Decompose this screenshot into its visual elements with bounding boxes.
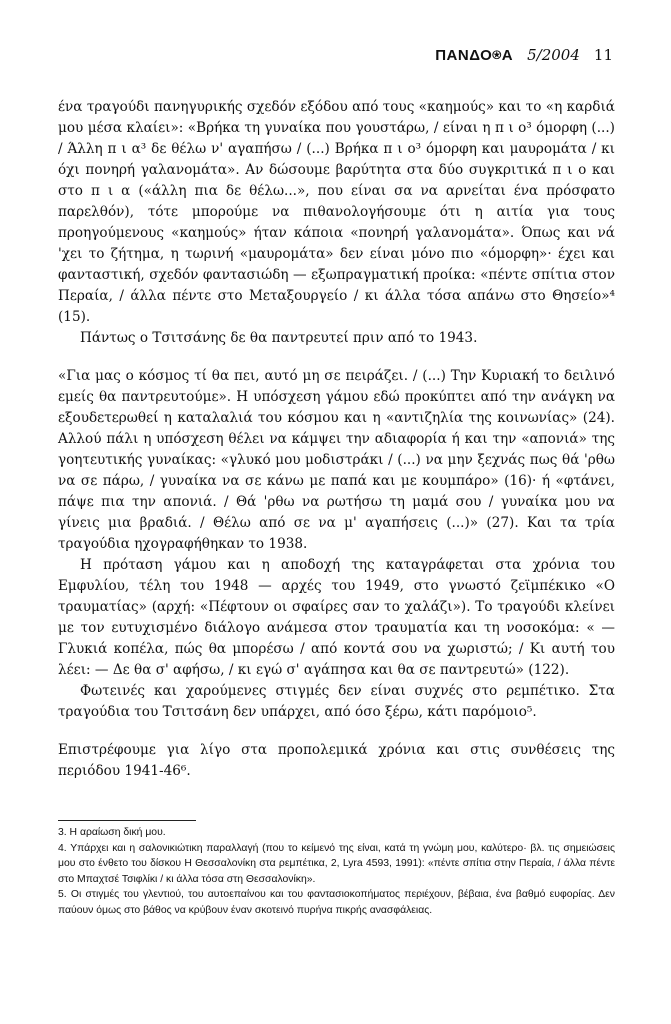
footnote-divider [58, 820, 196, 821]
journal-title: ΠΑΝΔΟ⍟Α [435, 47, 514, 64]
paragraph-1: ένα τραγούδι πανηγυρικής σχεδόν εξόδου από τους «καημούς» και το «η καρδιά μου μέσα κλαίει»: «Βρήκα τη γυναίκα που γουστάρω, / είναι η π ι ο³ όμορφη (...) / Άλλη π ι α³ δε θέλω ν' αγαπήσω / (...) Βρήκα π ι ο³ όμορφη και μαυρομάτα / κι όχι πονηρή γαλανομάτα». Αν δώσουμε βαρύτητα στα δύο συγκριτικά π ι ο και στο π ι α («άλλη πια δε θέλω...», που είναι σα να αρνείται ένα πρόσφατο παρελθόν), τότε μπορούμε να πιθανολογήσουμε ότι η αιτία για τους προηγούμενους «καημούς» ήταν κάποια «πονηρή γαλανομάτα». Όπως και νά 'χει το ζήτημα, η τωρινή «μαυρομάτα» δεν είναι μόνο πιο «όμορφη»· έχει και φανταστική, σχεδόν φαντασιώδη — εξωπραγματική προίκα: «πέντε σπίτια στον Περαία, / άλλα πέντε στο Μεταξουργείο / κι άλλα τόσα απάνω στο Θησείο»⁴ (15). [58, 99, 615, 325]
running-header [435, 46, 613, 64]
footnote-5: 5. Οι στιγμές του γλεντιού, του αυτοεπαίνου και του φαντασιοκοπήματος περιέχουν, βέβαια, ένα βαθμό ευφορίας. Δεν παύουν όμως στο βάθος να κρύβουν έναν σκοτεινό πυρήνα πικρής ανασφάλειας. [58, 889, 615, 916]
footnote-4: 4. Υπάρχει και η σαλονικιώτικη παραλλαγή (που το κείμενό της είναι, κατά τη γνώμη μου, καλύτερο· βλ. τις σημειώσεις μου στο ένθετο του δίσκου Η Θεσσαλονίκη στα ρεμπέτικα, 2, Lyra 4593, 1991): «πέντε σπίτια στην Περαία, / άλλα πέντε στο Μπαχτσέ Τσιφλίκι / κι άλλα τόσα στη Θεσσαλονίκη». [58, 842, 615, 885]
paragraph-2: Πάντως ο Τσιτσάνης δε θα παντρευτεί πριν από το 1943. [80, 330, 478, 346]
paragraph-6: Επιστρέφουμε για λίγο στα προπολεμικά χρόνια και στις συνθέσεις της περιόδου 1941-46⁶. [58, 742, 615, 779]
footnotes [58, 820, 615, 918]
issue-number: 5/2004 [527, 46, 580, 64]
page-number: 11 [593, 46, 613, 64]
journal-logo-icon: ⍟ [492, 47, 502, 64]
paragraph-3: «Για μας ο κόσμος τί θα πει, αυτό μη σε πειράζει. / (...) Την Κυριακή το δειλινό εμείς θα παντρευτούμε». Η υπόσχεση γάμου εδώ προκύπτει από την ανάγκη να εξουδετερωθεί η καταλαλιά του κόσμου και η «αντιζηλία της κοινωνίας» (24). Αλλού πάλι η υπόσχεση θέλει να κάμψει την αδιαφορία ή και την «απονιά» της γοητευτικής γυναίκας: «γλυκό μου μοδιστράκι / (...) να μην ξεχνάς πως θά 'ρθω να σε πάρω, / γυναίκα να σε κάνω με παπά και με κουμπάρο» (16)· ή «φτάνει, πάψε πια την απονιά. / Θά 'ρθω να ρωτήσω τη μαμά σου / γυναίκα μου να γίνεις μια βραδιά. / Θέλω από σε να μ' αγαπήσεις (...)» (27). Και τα τρία τραγούδια ηχογραφήθηκαν το 1938. [58, 368, 615, 552]
footnote-3: 3. Η αραίωση δική μου. [58, 827, 166, 838]
paragraph-4: Η πρόταση γάμου και η αποδοχή της καταγράφεται στα χρόνια του Εμφυλίου, τέλη του 1948 — αρχές του 1949, στο γνωστό ζεϊμπέκικο «Ο τραυματίας» (αρχή: «Πέφτουν οι σφαίρες σαν το χαλάζι»). Το τραγούδι κλείνει με τον ευτυχισμένο διάλογο ανάμεσα στον τραυματία και τη νοσοκόμα: « — Γλυκιά κοπέλα, πώς θα μπορέσω / από κοντά σου να χωριστώ; / Κι αυτή του λέει: — Δε θα σ' αφήσω, / κι εγώ σ' αγάπησα και θα σε παντρευτώ» (122). [58, 557, 615, 678]
paragraph-5: Φωτεινές και χαρούμενες στιγμές δεν είναι συχνές στο ρεμπέτικο. Στα τραγούδια του Τσιτσάνη δεν υπάρχει, από όσο ξέρω, κάτι παρόμοιο⁵. [58, 683, 615, 720]
body-text [58, 97, 615, 782]
